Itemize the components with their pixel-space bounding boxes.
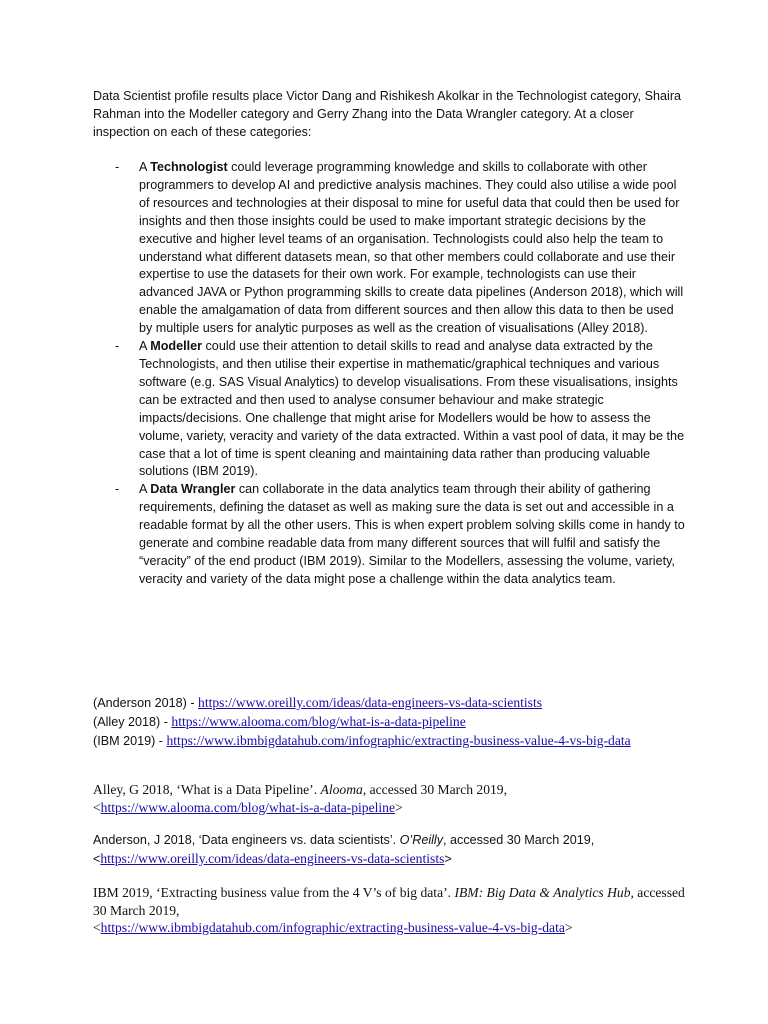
- bullet-text: can collaborate in the data analytics team through their ability of gathering requirements, defining the dataset as well as making sure the data is set out and accessible in a readable format by all the other users. This is when expert problem solving skills come in handy to generate and combine readable data from many different sources that will fulfil and satisfy the “veracity” of the end product (IBM 2019). Similar to the Modellers, assessing the volume, variety, veracity and variety of the data might pose a challenge within the data analytics team.: [139, 482, 685, 586]
- reference-ibm: [93, 884, 693, 937]
- intro-paragraph: Data Scientist profile results place Victor Dang and Rishikesh Akolkar in the Technologist category, Shaira Rahman into the Modeller category and Gerry Zhang into the Data Wrangler category. At a closer inspection on each of these categories:: [93, 89, 682, 139]
- short-ref-label: (Alley 2018) -: [93, 714, 172, 729]
- bullet-prefix: A: [139, 482, 151, 497]
- link-oreilly-full[interactable]: https://www.oreilly.com/ideas/data-engineers-vs-data-scientists: [100, 850, 445, 866]
- bullet-text: could leverage programming knowledge and skills to collaborate with other programmers to develop AI and predictive analysis machines. They could also utilise a wide pool of resources and technologies at their disposal to mine for useful data that could then be used for insights and then those insights could be used to make important strategic decisions by the executive and higher level teams of an organisation. Technologists could also help the team to understand what different datasets mean, so that other members could collaborate and use their expertise to use the datasets for their own work. For example, technologists can use their advanced JAVA or Python programming skills to create data pipelines (Anderson 2018), which will enable the amalgamation of data from different sources and then allow this data to then be used by multiple users for analytic purposes as well as the creation of visualisations (Alley 2018).: [139, 160, 684, 336]
- angle-close: >: [395, 799, 403, 815]
- term-modeller: Modeller: [150, 339, 203, 354]
- link-ibmbigdatahub[interactable]: https://www.ibmbigdatahub.com/infographic/extracting-business-value-4-vs-big-data: [166, 732, 631, 748]
- ref-text: Anderson, J 2018, ‘Data engineers vs. data scientists’.: [93, 833, 400, 847]
- short-ref-label: (IBM 2019) -: [93, 733, 167, 748]
- short-ref-alley: [93, 713, 693, 732]
- angle-open: <: [93, 851, 101, 866]
- bullet-text: could use their attention to detail skills to read and analyse data extracted by the Technologists, and then utilise their expertise in mathematic/graphical techniques and various software (e.g. SAS Visual Analytics) to develop visualisations. From these visualisations, insights can be extracted and then used to analyse consumer behaviour and make strategic impacts/decisions. One challenge that might arise for Modellers would be how to assess the volume, variety, veracity and variety of the data extracted. Within a vast pool of data, it may be the case that a lot of time is spent cleaning and maintaining data rather than producing valuable solutions (IBM 2019).: [139, 339, 685, 479]
- list-item-modeller: [115, 338, 685, 481]
- link-oreilly[interactable]: https://www.oreilly.com/ideas/data-engineers-vs-data-scientists: [198, 695, 543, 710]
- angle-close: >: [564, 920, 573, 935]
- ref-accessed: , accessed 30 March 2019,: [362, 782, 508, 797]
- ref-text: IBM 2019, ‘Extracting business value from the 4 V’s of big data’.: [93, 885, 455, 900]
- link-alooma-full[interactable]: https://www.alooma.com/blog/what-is-a-data-pipeline: [100, 799, 396, 815]
- term-data-wrangler: Data Wrangler: [150, 482, 236, 497]
- list-item-technologist: [115, 159, 685, 338]
- term-technologist: Technologist: [150, 160, 228, 174]
- bullet-prefix: A: [139, 339, 151, 354]
- ref-accessed: , accessed 30 March 2019,: [93, 885, 685, 918]
- bullet-dash: -: [115, 160, 120, 174]
- bullet-dash: -: [115, 482, 120, 497]
- ref-source: Alooma: [320, 782, 363, 797]
- link-alooma[interactable]: https://www.alooma.com/blog/what-is-a-data-pipeline: [171, 713, 466, 729]
- short-ref-label: (Anderson 2018) -: [93, 696, 199, 710]
- bullet-prefix: A: [139, 160, 151, 174]
- angle-open: <: [93, 799, 101, 815]
- link-ibmbigdatahub-full[interactable]: https://www.ibmbigdatahub.com/infographic/extracting-business-value-4-vs-big-data: [100, 920, 565, 935]
- bullet-dash: -: [115, 339, 120, 354]
- ref-text: Alley, G 2018, ‘What is a Data Pipeline’.: [93, 782, 321, 797]
- ref-accessed: , accessed 30 March 2019,: [443, 833, 595, 847]
- reference-alley: [93, 781, 693, 816]
- short-ref-anderson: [93, 694, 693, 713]
- ref-source: O’Reilly: [399, 833, 444, 847]
- ref-source: IBM: Big Data & Analytics Hub: [454, 885, 631, 900]
- reference-anderson: [93, 832, 693, 869]
- angle-close: >: [444, 851, 452, 866]
- short-ref-ibm: [93, 732, 693, 751]
- short-references: [93, 694, 693, 751]
- angle-open: <: [93, 920, 101, 935]
- category-list: [115, 159, 685, 589]
- list-item-data-wrangler: [115, 481, 685, 588]
